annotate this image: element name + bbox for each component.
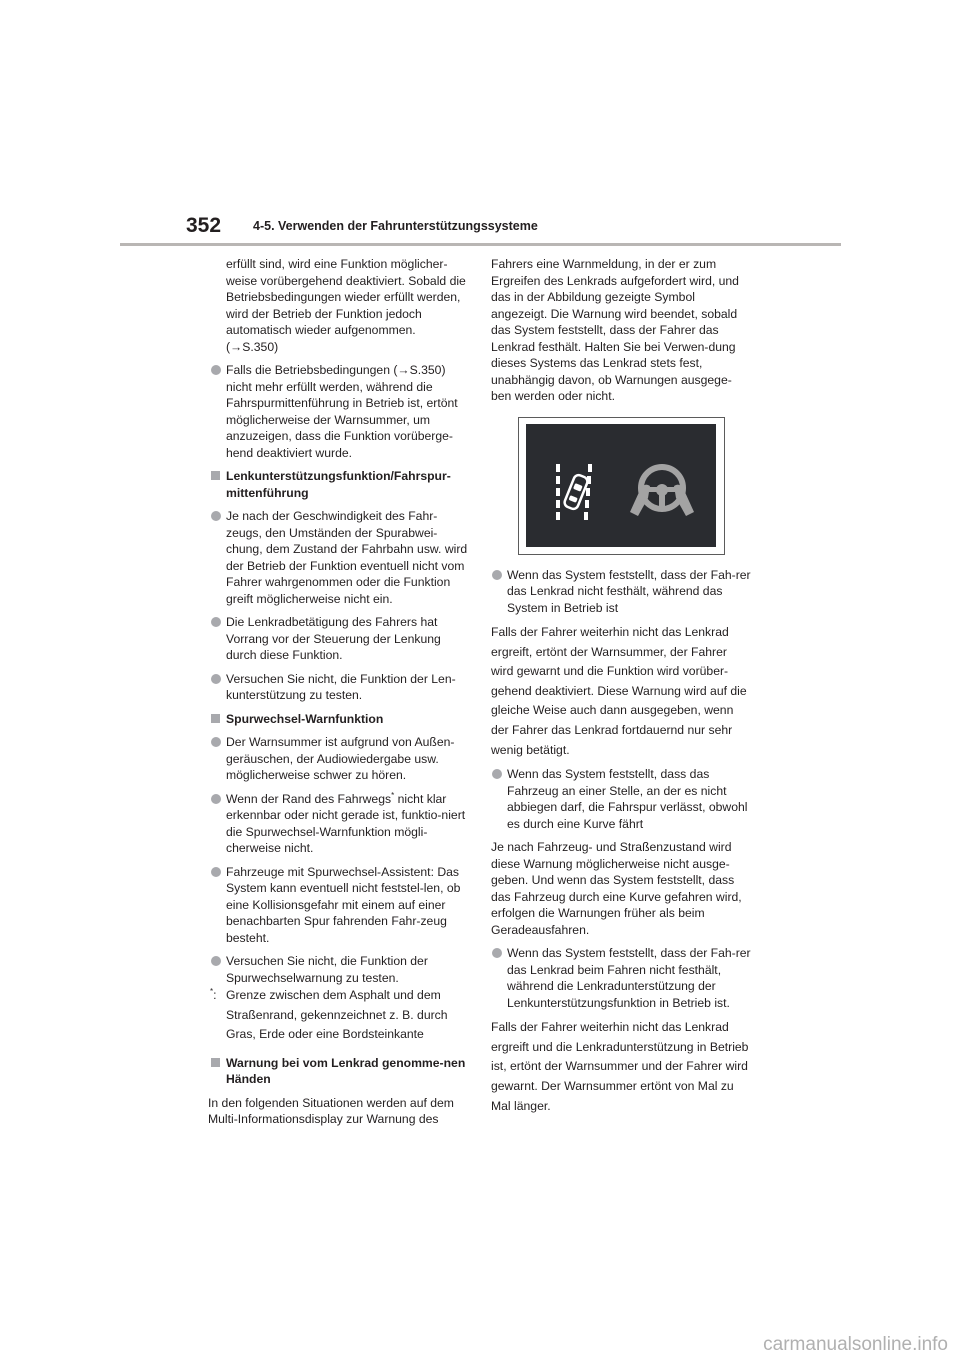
bullet-dot-icon xyxy=(211,511,221,521)
bullet-text-post: nicht klar erkennbar oder nicht gerade ist, funktio-niert die Spurwechsel-Warnfunktion mögli-cherweise nicht. xyxy=(226,791,466,855)
bullet-item xyxy=(210,614,468,664)
square-bullet-icon xyxy=(211,714,220,723)
footnote-marker: * xyxy=(391,790,395,800)
bullet-dot-icon xyxy=(211,794,221,804)
bullet-text: Je nach der Geschwindigkeit des Fahr-zeugs, den Umständen der Spurabwei-chung, dem Zustand der Fahrbahn usw. wird der Betrieb der Funktion eventuell nicht vom Fahrer wahrgenommen oder die Funktion greift möglicherweise nicht ein. xyxy=(226,509,468,606)
bullet-text: Der Warnsummer ist aufgrund von Außen-geräuschen, der Audiowiedergabe usw. möglicherweise schwer zu hören. xyxy=(226,735,455,782)
bullet-item xyxy=(210,362,468,461)
bullet-dot-icon xyxy=(492,769,502,779)
subheading xyxy=(210,1055,468,1088)
bullet-item xyxy=(210,671,468,704)
footnote xyxy=(210,986,468,1045)
subheading-text: Warnung bei vom Lenkrad genomme-nen Händen xyxy=(226,1055,466,1087)
bullet-item xyxy=(210,734,468,784)
paragraph: Je nach Fahrzeug- und Straßenzustand wird diese Warnung möglicherweise nicht ausge-geben. Und wenn das System feststellt, dass das Fahrzeug durch eine Kurve gefahren wird, erfolgen die Warnungen früher als beim Geradeausfahren. xyxy=(491,840,742,937)
bullet-dot-icon xyxy=(211,674,221,684)
bullet-dot-icon xyxy=(211,956,221,966)
intro-paragraph: erfüllt sind, wird eine Funktion möglicher-weise vorübergehend deaktiviert. Sobald die Betriebsbedingungen wieder erfüllt werden, wird der Betrieb der Funktion jedoch automatisch wieder aufgenommen. (→S.350) xyxy=(226,257,466,354)
footnote-mark: *: xyxy=(210,986,217,1002)
paragraph: Falls der Fahrer weiterhin nicht das Lenkrad ergreift, ertönt der Warnsummer, der Fahrer wird gewarnt und die Funktion wird vorüber-gehend deaktiviert. Diese Warnung wird auf die gleiche Weise auch dann ausgegeben, wenn der Fahrer das Lenkrad fortdauernd nur sehr wenig betätigt. xyxy=(491,625,747,757)
subheading-text: Lenkunterstützungsfunktion/Fahrspur-mittenführung xyxy=(226,469,451,500)
multi-information-display xyxy=(526,424,716,547)
bullet-dot-icon xyxy=(211,617,221,627)
paragraph: In den folgenden Situationen werden auf dem Multi-Informationsdisplay zur Warnung des xyxy=(208,1095,454,1127)
page-number: 352 xyxy=(186,214,222,237)
section-title: 4-5. Verwenden der Fahrunterstützungssysteme xyxy=(253,219,538,233)
bullet-text: Versuchen Sie nicht, die Funktion der Spurwechselwarnung zu testen. xyxy=(226,954,428,985)
right-column xyxy=(491,256,751,1122)
bullet-item xyxy=(210,864,468,947)
watermark: carmanualsonline.info xyxy=(763,1334,948,1355)
bullet-text: Wenn das System feststellt, dass das Fahrzeug an einer Stelle, an der es nicht abbiegen darf, die Fahrspur verlässt, obwohl es durch eine Kurve fährt xyxy=(507,767,748,831)
bullet-item xyxy=(210,508,468,607)
header-rule xyxy=(120,243,841,246)
subheading-text: Spurwechsel-Warnfunktion xyxy=(226,711,384,726)
bullet-dot-icon xyxy=(211,867,221,877)
bullet-text: Wenn das System feststellt, dass der Fah-rer das Lenkrad nicht festhält, während das System in Betrieb ist xyxy=(507,567,751,615)
square-bullet-icon xyxy=(211,471,220,480)
subheading xyxy=(210,468,468,501)
bullet-text-pre: Wenn der Rand des Fahrwegs xyxy=(226,791,392,806)
bullet-text: Die Lenkradbetätigung des Fahrers hat Vorrang vor der Steuerung der Lenkung durch diese Funktion. xyxy=(226,615,441,662)
steering-wheel-hands-icon xyxy=(630,467,694,516)
bullet-item xyxy=(210,953,468,986)
bullet-item xyxy=(491,945,751,1011)
bullet-item xyxy=(210,791,468,857)
bullet-text: Versuchen Sie nicht, die Funktion der Len-kunterstützung zu testen. xyxy=(226,671,456,702)
square-bullet-icon xyxy=(211,1058,220,1067)
bullet-text: Falls die Betriebsbedingungen (→S.350) nicht mehr erfüllt werden, während die Fahrspurmittenführung in Betrieb ist, ertönt möglicherweise der Warnsummer, um anzuzeigen, dass die Funktion vorüberge-hend deaktiviert wurde. xyxy=(226,363,458,460)
bullet-dot-icon xyxy=(492,570,502,580)
paragraph: Falls der Fahrer weiterhin nicht das Lenkrad ergreift und die Lenkradunterstützung in Betrieb ist, ertönt der Warnsummer und der Fahrer wird gewarnt. Der Warnsummer ertönt von Mal zu Mal länger. xyxy=(491,1020,749,1113)
paragraph: Fahrers eine Warnmeldung, in der er zum Ergreifen des Lenkrads aufgefordert wird, und das in der Abbildung gezeigte Symbol angezeigt. Die Warnung wird beendet, sobald das System feststellt, dass der Fahrer das Lenkrad festhält. Halten Sie bei Verwen-dung dieses Systems das Lenkrad stets fest, unabhängig davon, ob Warnungen ausgege-ben werden oder nicht. xyxy=(491,257,739,403)
lane-and-steering-warning-icon xyxy=(526,424,716,547)
bullet-dot-icon xyxy=(492,948,502,958)
bullet-item xyxy=(491,766,751,832)
display-figure xyxy=(518,417,725,555)
subheading xyxy=(210,711,468,728)
left-column xyxy=(210,256,468,1135)
bullet-dot-icon xyxy=(211,737,221,747)
bullet-item xyxy=(491,567,751,617)
bullet-text: Fahrzeuge mit Spurwechsel-Assistent: Das System kann eventuell nicht feststel-len, ob eine Kollisionsgefahr mit einem auf einer benachbarten Spur fahrenden Fahr-zeug besteht. xyxy=(226,864,461,945)
footnote-text: Grenze zwischen dem Asphalt und dem Straßenrand, gekennzeichnet z. B. durch Gras, Erde oder eine Bordsteinkante xyxy=(226,988,448,1042)
bullet-text: Wenn das System feststellt, dass der Fah-rer das Lenkrad beim Fahren nicht festhält, während die Lenkradunterstützung der Lenkunterstützungsfunktion in Betrieb ist. xyxy=(507,946,751,1010)
bullet-dot-icon xyxy=(211,365,221,375)
